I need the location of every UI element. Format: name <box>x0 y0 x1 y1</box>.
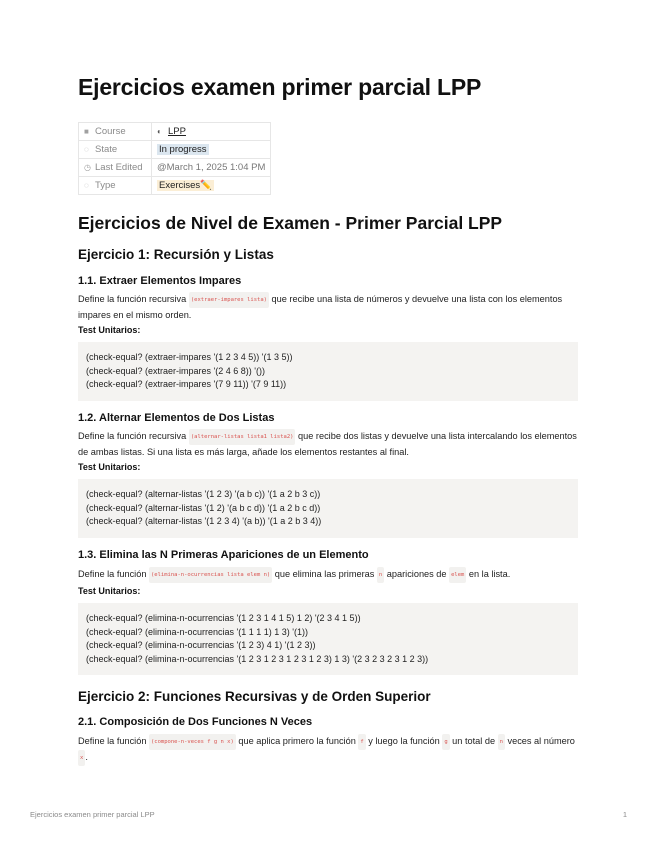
code-line: (check-equal? (elimina-n-ocurrencias '(1 1 1 1) 1 3) '(1)) <box>86 626 309 637</box>
property-row-state[interactable] <box>79 141 271 159</box>
s21-paragraph: Define la función (compone-n-veces f g n x) que aplica primero la función f y luego la función g un total de n veces al número x . <box>78 734 578 766</box>
properties-table <box>78 122 271 195</box>
property-key: State <box>95 144 118 155</box>
s12-tests-label: Test Unitarios: <box>78 462 141 472</box>
inline-code: (extraer-impares lista) <box>189 292 269 308</box>
property-key: Last Edited <box>95 162 143 173</box>
inline-code: (alternar-listas lista1 lista2) <box>189 429 296 445</box>
page-number: 1 <box>622 810 627 819</box>
s11-heading: 1.1. Extraer Elementos Impares <box>78 275 242 287</box>
s13-tests-label: Test Unitarios: <box>78 586 141 596</box>
s12-heading: 1.2. Alternar Elementos de Dos Listas <box>78 412 275 424</box>
code-line: (check-equal? (alternar-listas '(1 2 3) '(a b c)) '(1 a 2 b 3 c)) <box>86 489 321 499</box>
property-key: Course <box>95 126 126 137</box>
main-heading: Ejercicios de Nivel de Examen - Primer Parcial LPP <box>78 213 503 233</box>
s11-paragraph: Define la función recursiva (extraer-impares lista) que recibe una lista de números y devuelve una lista con los elementos impares en el mismo orden. <box>78 294 563 320</box>
code-line: (check-equal? (extraer-impares '(1 2 3 4 5)) '(1 3 5)) <box>86 352 293 362</box>
code-line: (check-equal? (alternar-listas '(1 2) '(a b c d)) '(1 a 2 b c d)) <box>86 502 321 513</box>
s11-code-block[interactable] <box>78 342 578 401</box>
property-row-course[interactable] <box>79 123 271 141</box>
s13-paragraph: Define la función (elimina-n-ocurrencias lista elem n) que elimina las primeras n apariciones de elem en la lista. <box>78 567 578 583</box>
tag-icon: ◌ <box>84 181 89 190</box>
s13-heading: 1.3. Elimina las N Primeras Apariciones de un Elemento <box>78 549 369 561</box>
inline-code: g <box>442 734 449 750</box>
s12-code-block[interactable] <box>78 479 578 538</box>
inline-code: n <box>498 734 505 750</box>
code-line: (check-equal? (extraer-impares '(7 9 11)) '(7 9 11)) <box>86 379 287 390</box>
property-row-type[interactable] <box>79 177 271 195</box>
page-title: Ejercicios examen primer parcial LPP <box>78 74 482 100</box>
s21-heading: 2.1. Composición de Dos Funciones N Veces <box>78 716 313 728</box>
footer-title: Ejercicios examen primer parcial LPP <box>30 810 155 819</box>
ej1-heading: Ejercicio 1: Recursión y Listas <box>78 247 274 262</box>
state-badge[interactable]: In progress <box>159 144 207 155</box>
status-icon: ◌ <box>84 145 89 154</box>
inline-code: (compone-n-veces f g n x) <box>149 734 236 750</box>
type-badge[interactable]: Exercises✏️ <box>159 180 213 191</box>
property-key: Type <box>95 180 116 191</box>
property-row-last-edited <box>79 159 271 177</box>
code-line: (check-equal? (extraer-impares '(2 4 6 8)) '()) <box>86 365 265 376</box>
course-page-icon: ◐ <box>157 127 162 136</box>
clock-icon: ◷ <box>84 163 91 172</box>
s13-code-block[interactable] <box>78 603 578 675</box>
last-edited-value: @March 1, 2025 1:04 PM <box>157 162 266 173</box>
code-line: (check-equal? (elimina-n-ocurrencias '(1 2 3) 4 1) '(1 2 3)) <box>86 640 316 651</box>
book-icon: ■ <box>84 127 89 136</box>
code-line: (check-equal? (alternar-listas '(1 2 3 4) '(a b)) '(1 a 2 b 3 4)) <box>86 516 322 527</box>
inline-code: (elimina-n-ocurrencias lista elem n) <box>149 567 272 583</box>
course-link[interactable]: LPP <box>168 126 186 137</box>
code-line: (check-equal? (elimina-n-ocurrencias '(1 2 3 1 2 3 1 2 3 1 2 3) 1 3) '(2 3 2 3 2 3 1 2 3)) <box>86 653 429 664</box>
inline-code: elem <box>449 567 466 583</box>
inline-code: n <box>377 567 384 583</box>
ej2-heading: Ejercicio 2: Funciones Recursivas y de Orden Superior <box>78 689 431 704</box>
inline-code: f <box>358 734 365 750</box>
code-line: (check-equal? (elimina-n-ocurrencias '(1 2 3 1 4 1 5) 1 2) '(2 3 4 1 5)) <box>86 613 361 623</box>
s12-paragraph: Define la función recursiva (alternar-listas lista1 lista2) que recibe dos listas y devuelve una lista intercalando los elementos de ambas listas. Si una lista es más larga, añade los elementos restantes al final. <box>78 431 577 457</box>
inline-code: x <box>78 750 85 766</box>
s11-tests-label: Test Unitarios: <box>78 325 141 335</box>
